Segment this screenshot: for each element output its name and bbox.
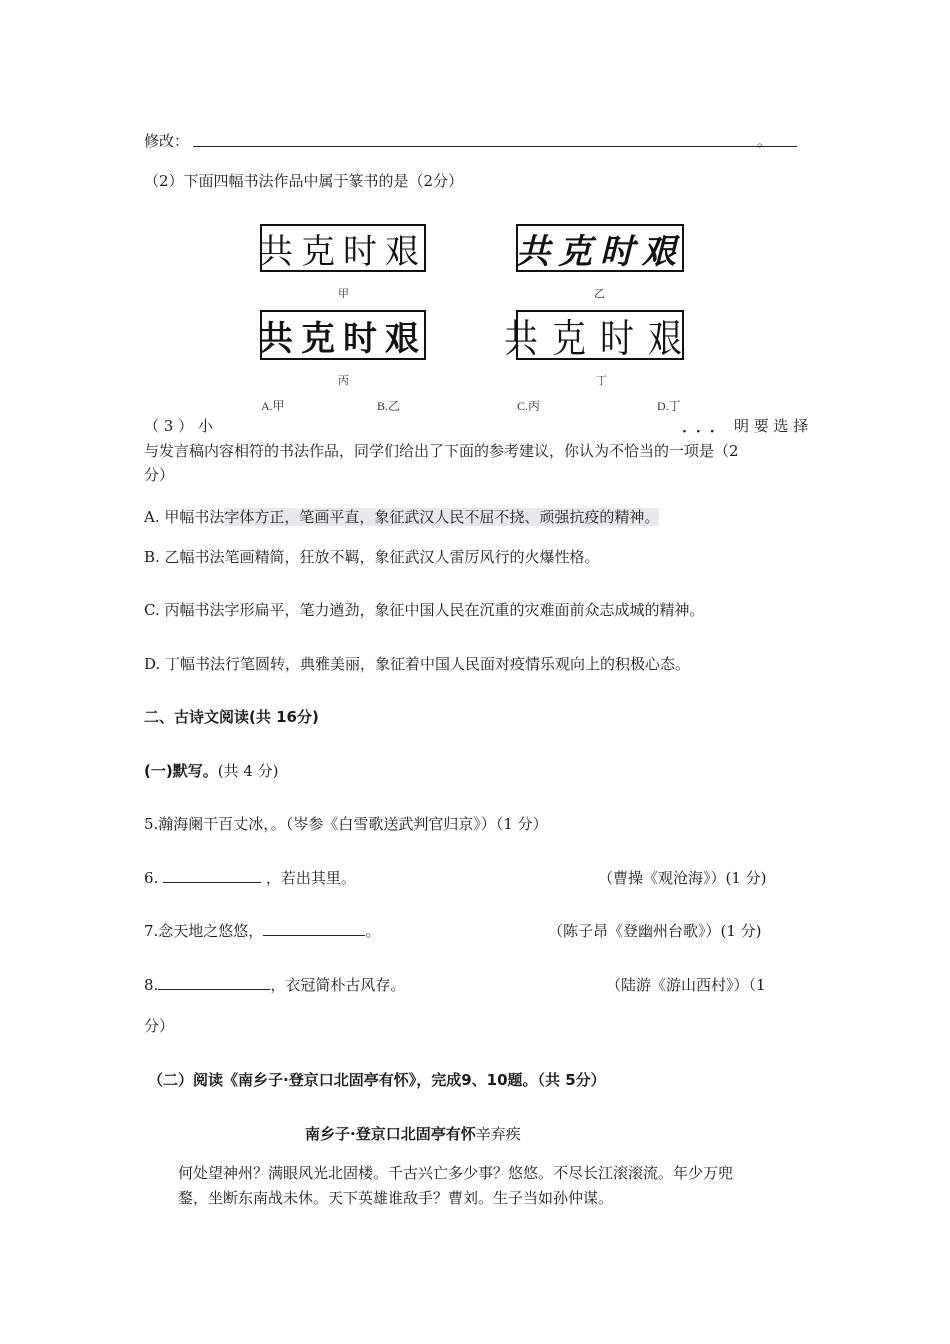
sub1-score: (共 4 分) [217,762,279,780]
emphasis-dots: ··· [682,424,724,440]
calligraphy-bing-text: 共克时艰 [259,318,427,359]
caption-ding: 丁 [596,374,607,387]
q2-prompt: （2）下面四幅书法作品中属于篆书的是（2分） [144,172,464,190]
q7-prefix: 7.念天地之悠悠， [144,922,264,940]
q6 [144,867,356,888]
poem-title: 南乡子·登京口北固亭有怀 [305,1125,476,1143]
q7-blank[interactable] [263,921,365,936]
q3-option-a-prefix: A. 甲幅书法 [144,508,225,526]
fix-label: 修改： [144,132,190,150]
q8-cont: 分） [144,1017,175,1035]
q2-option-c[interactable]: C.丙 [517,399,541,413]
q8 [144,974,405,995]
q6-suffix: ，若出其里。 [265,869,356,887]
sub1-heading [144,760,279,781]
q8-blank[interactable] [158,975,270,990]
q2-option-a[interactable]: A.甲 [261,399,285,413]
q3-option-a-highlight: 字体方正，笔画平直，象征武汉人民不屈不挠、顽强抗疫的精神。 [224,508,660,526]
q3-line1-left: （ 3 ） 小 [144,417,213,435]
q3-option-d[interactable]: D. 丁幅书法行笔圆转，典雅美丽，象征着中国人民面对疫情乐观向上的积极心态。 [144,655,691,673]
q6-prefix: 6. [144,869,159,887]
caption-yi: 乙 [594,287,605,300]
sub1-label: (一)默写。 [144,762,218,780]
q8-prefix: 8. [144,976,159,994]
q2-option-b[interactable]: B.乙 [377,399,401,413]
section2-title: 二、古诗文阅读(共 16分) [144,708,319,726]
q7-suffix: 。 [365,922,381,940]
q6-source: （曹操《观沧海》）(1 分) [598,869,767,887]
caption-bing: 丙 [338,374,349,387]
sub2-heading: （二）阅读《南乡子·登京口北固亭有怀》，完成9、10题。（共 5分） [148,1071,606,1089]
q3-line2: 与发言稿内容相符的书法作品，同学们给出了下面的参考建议，你认为不恰当的一项是（2 [144,442,739,460]
fix-answer-line[interactable] [193,146,797,147]
q5: 5.瀚海阑干百丈冰，。（岑参《白雪歌送武判官归京》）（1 分） [144,815,548,833]
poem-author: 辛弃疾 [475,1125,521,1143]
q3-option-a[interactable] [144,506,659,527]
q3-line1-right: 明 要 选 择 [734,417,809,435]
poem-line-2: 鍪，坐断东南战未休。天下英雄谁敌手？曹刘。生子当如孙仲谋。 [178,1189,614,1207]
calligraphy-bing [260,310,426,360]
calligraphy-ding-text: 共克时艰 [504,318,696,361]
q3-line3: 分） [144,466,175,484]
poem-line-1: 何处望神州？满眼风光北固楼。千古兴亡多少事？悠悠。不尽长江滚滚流。年少万兜 [178,1164,734,1182]
q7-source: （陈子昂《登幽州台歌》）(1 分) [548,922,762,940]
q3-option-c[interactable]: C. 丙幅书法字形扁平，笔力遒劲，象征中国人民在沉重的灾难面前众志成城的精神。 [144,601,705,619]
q8-suffix: ，衣冠简朴古风存。 [270,976,406,994]
q8-source: （陆游《游山西村》）（1 [606,976,766,994]
calligraphy-yi [516,224,684,272]
caption-jia: 甲 [338,287,349,300]
calligraphy-yi-text: 共克时艰 [516,231,684,272]
q6-blank[interactable] [163,868,261,883]
q3-option-b[interactable]: B. 乙幅书法笔画精简，狂放不羁，象征武汉人雷厉风行的火爆性格。 [144,548,600,566]
fix-end-mark: 。 [757,132,773,150]
calligraphy-ding [504,310,696,361]
calligraphy-jia [260,224,426,272]
poem-heading [305,1123,521,1144]
calligraphy-jia-text: 共克时艰 [259,232,427,271]
q2-option-d[interactable]: D.丁 [657,399,681,413]
q7 [144,920,380,941]
